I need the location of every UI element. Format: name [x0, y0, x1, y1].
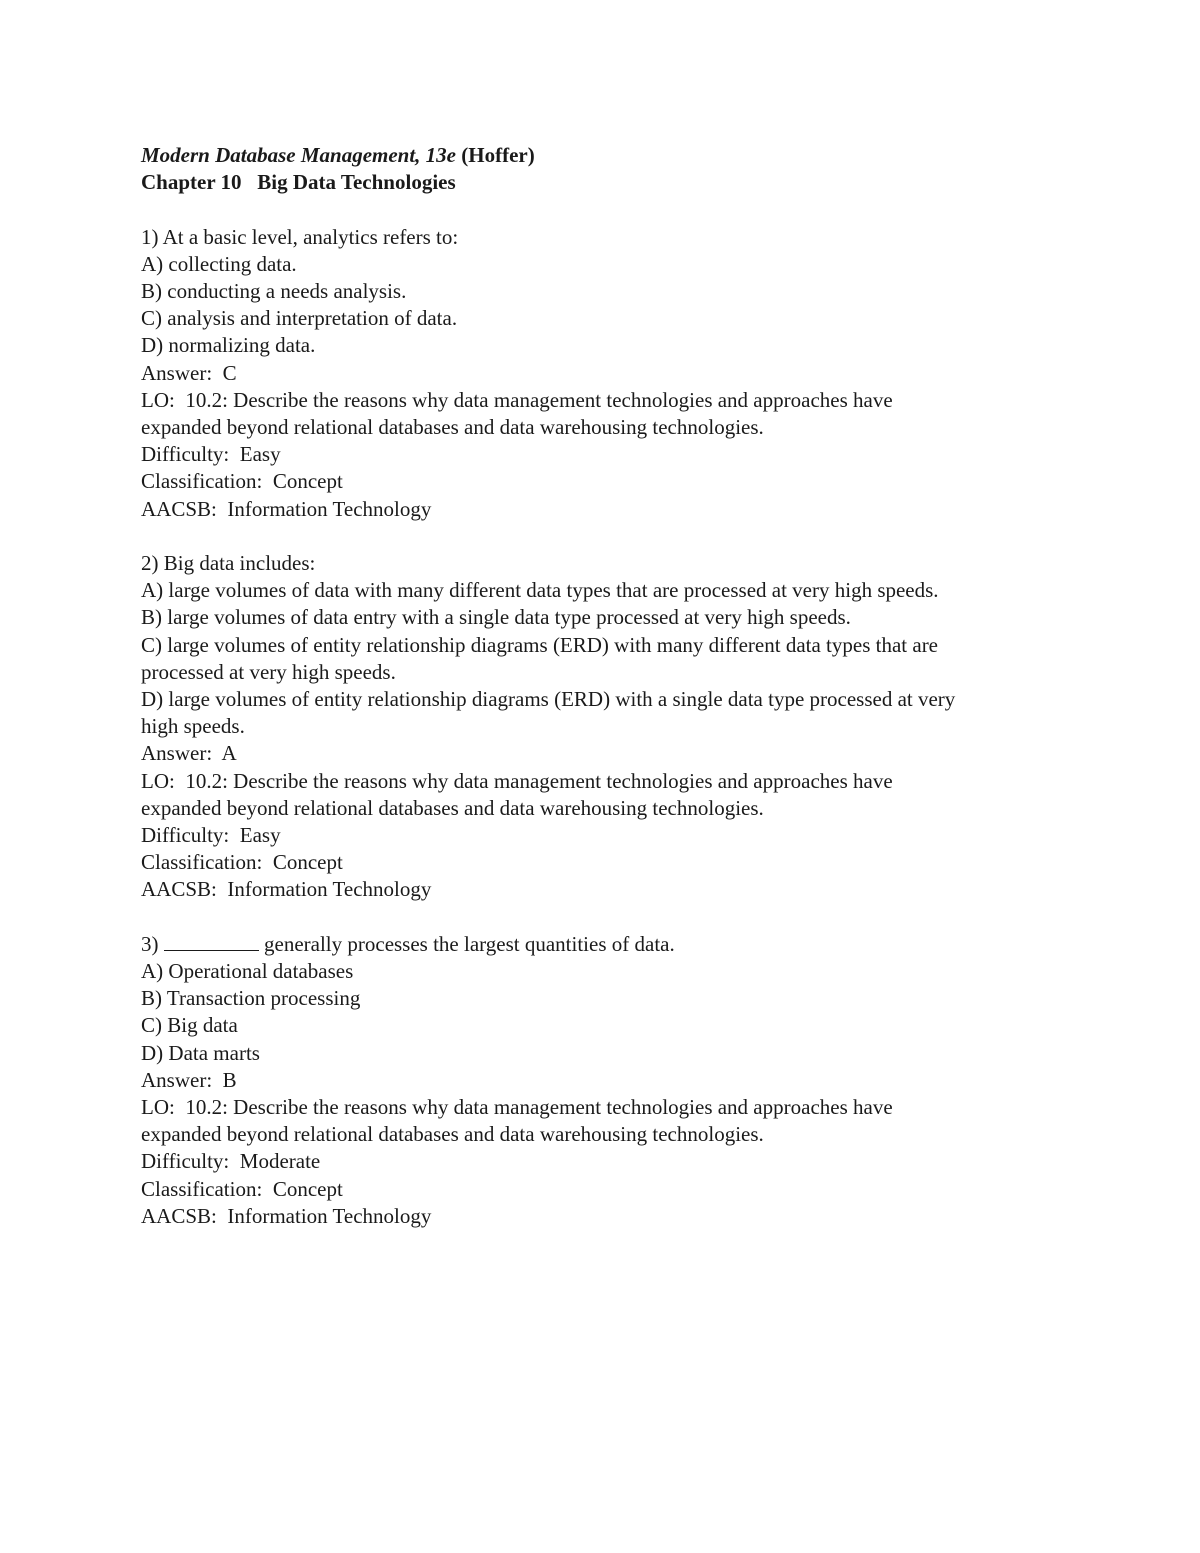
question-stem — [141, 931, 1071, 958]
aacsb: AACSB: Information Technology — [141, 877, 432, 902]
classification: Classification: Concept — [141, 469, 343, 494]
learning-objective-line-1: LO: 10.2: Describe the reasons why data management technologies and approaches have — [141, 387, 893, 412]
option-b: B) conducting a needs analysis. — [141, 279, 407, 303]
spacer — [141, 904, 1071, 931]
spacer — [141, 523, 1071, 550]
book-author: (Hoffer) — [461, 143, 535, 167]
option-a: A) collecting data. — [141, 251, 297, 276]
question-number: 3) — [141, 931, 164, 956]
answer: Answer: C — [141, 360, 237, 385]
option-a: A) large volumes of data with many different data types that are processed at very high speeds. — [141, 578, 939, 603]
option-c-continued: processed at very high speeds. — [141, 659, 396, 684]
classification: Classification: Concept — [141, 850, 343, 875]
learning-objective-line-1: LO: 10.2: Describe the reasons why data management technologies and approaches have — [141, 1095, 893, 1120]
spacer — [141, 196, 1071, 223]
classification: Classification: Concept — [141, 1176, 343, 1201]
learning-objective-line-2: expanded beyond relational databases and data warehousing technologies. — [141, 1122, 764, 1147]
book-title: Modern Database Management, 13e — [141, 143, 456, 167]
option-c: C) analysis and interpretation of data. — [141, 306, 458, 331]
question-text: generally processes the largest quantities of data. — [258, 931, 675, 956]
learning-objective-line-2: expanded beyond relational databases and data warehousing technologies. — [141, 415, 764, 440]
document-content — [141, 142, 1071, 1230]
difficulty: Difficulty: Easy — [141, 823, 281, 848]
option-d: D) normalizing data. — [141, 333, 316, 358]
learning-objective-line-1: LO: 10.2: Describe the reasons why data management technologies and approaches have — [141, 768, 893, 793]
answer: Answer: B — [141, 1067, 237, 1092]
question-stem: 2) Big data includes: — [141, 551, 316, 576]
aacsb: AACSB: Information Technology — [141, 1203, 432, 1228]
question-3 — [141, 931, 1071, 1230]
question-2 — [141, 550, 1071, 904]
difficulty: Difficulty: Easy — [141, 442, 281, 467]
question-stem: 1) At a basic level, analytics refers to: — [141, 224, 459, 249]
option-d: D) large volumes of entity relationship diagrams (ERD) with a single data type processed at very — [141, 687, 956, 712]
learning-objective-line-2: expanded beyond relational databases and data warehousing technologies. — [141, 795, 764, 820]
difficulty: Difficulty: Moderate — [141, 1149, 321, 1174]
option-a: A) Operational databases — [141, 959, 354, 984]
book-title-line — [141, 142, 1071, 169]
option-b: B) Transaction processing — [141, 986, 361, 1011]
option-b: B) large volumes of data entry with a single data type processed at very high speeds. — [141, 605, 851, 630]
question-1 — [141, 224, 1071, 523]
aacsb: AACSB: Information Technology — [141, 496, 432, 521]
chapter-heading: Chapter 10 Big Data Technologies — [141, 170, 456, 195]
option-c: C) Big data — [141, 1013, 238, 1038]
answer: Answer: A — [141, 741, 237, 766]
option-c: C) large volumes of entity relationship diagrams (ERD) with many different data types that are — [141, 632, 939, 657]
option-d-continued: high speeds. — [141, 714, 245, 739]
option-d: D) Data marts — [141, 1040, 260, 1065]
fill-in-blank — [164, 932, 259, 951]
